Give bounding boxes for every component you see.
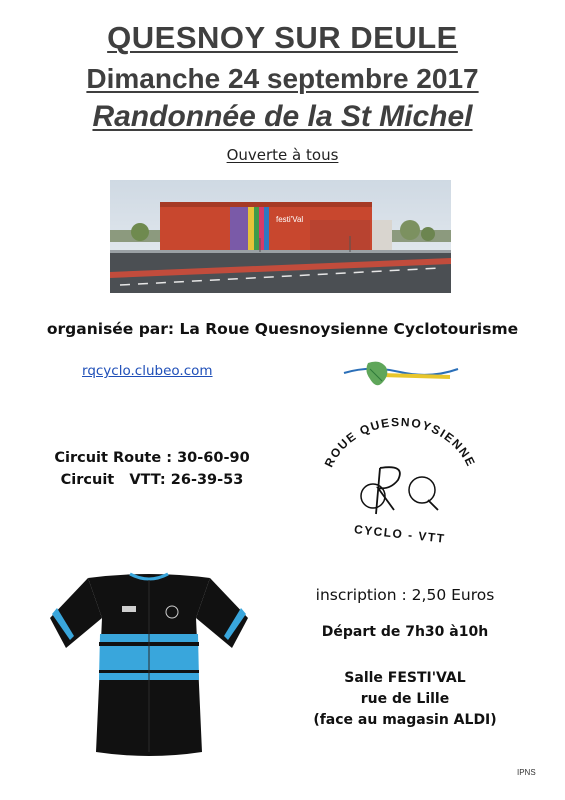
club-logo-arc-text: ROUE QUESNOYSIENNE <box>321 418 479 470</box>
event-title <box>0 100 565 134</box>
jersey-drawing <box>46 570 252 760</box>
town-title-text: QUESNOY SUR DEULE <box>107 20 458 55</box>
club-logo-bottom-text: CYCLO - VTT <box>353 522 447 546</box>
venue-landmark: (face au magasin ALDI) <box>313 712 497 728</box>
organizer-line: organisée par: La Roue Quesnoysienne Cyclotourisme <box>46 320 519 338</box>
venue-photo-drawing <box>110 180 451 293</box>
club-logo-drawing <box>310 418 490 548</box>
ipns-footer: IPNS <box>517 768 536 777</box>
photo-sign: festi'Val <box>276 215 304 224</box>
venue-name: Salle FESTI'VAL <box>344 670 466 686</box>
event-title-text: Randonnée de la St Michel <box>92 100 473 133</box>
website-link[interactable]: rqcyclo.clubeo.com <box>82 363 213 379</box>
venue-address <box>300 668 510 731</box>
jersey-image <box>46 570 252 760</box>
circuit-route: Circuit Route : 30-60-90 <box>54 450 250 466</box>
inscription-price: inscription : 2,50 Euros <box>315 586 495 604</box>
svg-text:ROUE QUESNOYSIENNE <box>322 418 479 469</box>
open-to-all-text: Ouverte à tous <box>226 146 339 164</box>
departure-time: Départ de 7h30 à10h <box>321 624 489 640</box>
date-title-text: Dimanche 24 septembre 2017 <box>86 63 479 94</box>
region-logo-drawing <box>340 355 460 395</box>
town-title <box>0 20 565 56</box>
circuit-vtt: Circuit VTT: 26-39-53 <box>60 472 244 488</box>
club-logo <box>310 418 490 548</box>
venue-street: rue de Lille <box>360 691 450 707</box>
venue-photo <box>110 180 451 293</box>
open-to-all <box>0 146 565 164</box>
region-logo <box>340 355 460 395</box>
date-title <box>0 63 565 95</box>
circuits-block <box>52 447 252 491</box>
